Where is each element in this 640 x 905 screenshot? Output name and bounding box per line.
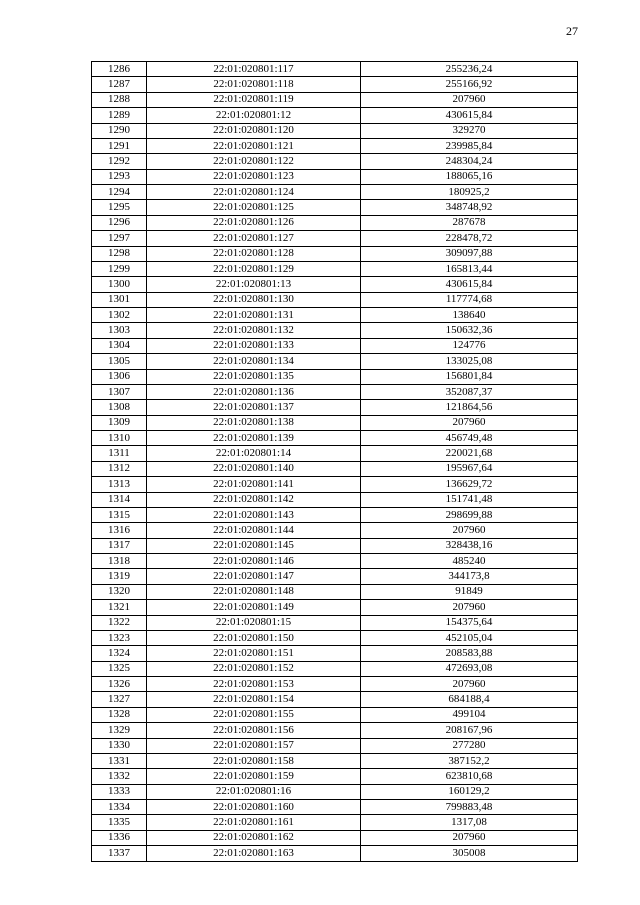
table-row: [92, 261, 578, 276]
table-row: [92, 846, 578, 861]
cadastral-number-cell: 22:01:020801:120: [147, 123, 361, 138]
value-cell: 220021,68: [361, 446, 578, 461]
cadastral-number-cell: 22:01:020801:121: [147, 138, 361, 153]
table-row: [92, 215, 578, 230]
row-number-cell: 1317: [92, 538, 147, 553]
cadastral-number-cell: 22:01:020801:152: [147, 661, 361, 676]
row-number-cell: 1303: [92, 323, 147, 338]
row-number-cell: 1325: [92, 661, 147, 676]
value-cell: 430615,84: [361, 277, 578, 292]
value-cell: 151741,48: [361, 492, 578, 507]
table-row: [92, 830, 578, 845]
table-row: [92, 753, 578, 768]
value-cell: 124776: [361, 338, 578, 353]
cadastral-number-cell: 22:01:020801:132: [147, 323, 361, 338]
value-cell: 207960: [361, 677, 578, 692]
row-number-cell: 1289: [92, 108, 147, 123]
cadastral-number-cell: 22:01:020801:159: [147, 769, 361, 784]
value-cell: 207960: [361, 830, 578, 845]
row-number-cell: 1334: [92, 800, 147, 815]
row-number-cell: 1297: [92, 231, 147, 246]
value-cell: 623810,68: [361, 769, 578, 784]
row-number-cell: 1324: [92, 646, 147, 661]
value-cell: 121864,56: [361, 400, 578, 415]
row-number-cell: 1323: [92, 630, 147, 645]
table-row: [92, 308, 578, 323]
cadastral-number-cell: 22:01:020801:141: [147, 477, 361, 492]
row-number-cell: 1308: [92, 400, 147, 415]
table-row: [92, 123, 578, 138]
row-number-cell: 1307: [92, 384, 147, 399]
cadastral-number-cell: 22:01:020801:136: [147, 384, 361, 399]
value-cell: 208167,96: [361, 723, 578, 738]
table-row: [92, 615, 578, 630]
table-row: [92, 538, 578, 553]
value-cell: 499104: [361, 707, 578, 722]
row-number-cell: 1314: [92, 492, 147, 507]
value-cell: 91849: [361, 584, 578, 599]
row-number-cell: 1327: [92, 692, 147, 707]
cadastral-number-cell: 22:01:020801:15: [147, 615, 361, 630]
value-cell: 207960: [361, 523, 578, 538]
row-number-cell: 1332: [92, 769, 147, 784]
row-number-cell: 1292: [92, 154, 147, 169]
cadastral-number-cell: 22:01:020801:127: [147, 231, 361, 246]
row-number-cell: 1337: [92, 846, 147, 861]
table-row: [92, 431, 578, 446]
cadastral-number-cell: 22:01:020801:161: [147, 815, 361, 830]
table-row: [92, 185, 578, 200]
table-row: [92, 369, 578, 384]
table-row: [92, 554, 578, 569]
table-row: [92, 523, 578, 538]
row-number-cell: 1300: [92, 277, 147, 292]
table-row: [92, 384, 578, 399]
cadastral-number-cell: 22:01:020801:16: [147, 784, 361, 799]
table-row: [92, 784, 578, 799]
cadastral-number-cell: 22:01:020801:146: [147, 554, 361, 569]
cadastral-number-cell: 22:01:020801:140: [147, 461, 361, 476]
value-cell: 228478,72: [361, 231, 578, 246]
row-number-cell: 1335: [92, 815, 147, 830]
table-row: [92, 354, 578, 369]
table-row: [92, 707, 578, 722]
table-row: [92, 692, 578, 707]
cadastral-number-cell: 22:01:020801:122: [147, 154, 361, 169]
row-number-cell: 1331: [92, 753, 147, 768]
cadastral-number-cell: 22:01:020801:147: [147, 569, 361, 584]
row-number-cell: 1298: [92, 246, 147, 261]
row-number-cell: 1336: [92, 830, 147, 845]
row-number-cell: 1316: [92, 523, 147, 538]
row-number-cell: 1321: [92, 600, 147, 615]
value-cell: 180925,2: [361, 185, 578, 200]
row-number-cell: 1313: [92, 477, 147, 492]
value-cell: 456749,48: [361, 431, 578, 446]
cadastral-number-cell: 22:01:020801:130: [147, 292, 361, 307]
row-number-cell: 1315: [92, 507, 147, 522]
cadastral-number-cell: 22:01:020801:153: [147, 677, 361, 692]
table-row: [92, 815, 578, 830]
row-number-cell: 1294: [92, 185, 147, 200]
value-cell: 239985,84: [361, 138, 578, 153]
value-cell: 255236,24: [361, 62, 578, 77]
value-cell: 298699,88: [361, 507, 578, 522]
value-cell: 309097,88: [361, 246, 578, 261]
cadastral-number-cell: 22:01:020801:128: [147, 246, 361, 261]
value-cell: 156801,84: [361, 369, 578, 384]
table-row: [92, 138, 578, 153]
cadastral-number-cell: 22:01:020801:123: [147, 169, 361, 184]
row-number-cell: 1310: [92, 431, 147, 446]
cadastral-number-cell: 22:01:020801:133: [147, 338, 361, 353]
table-row: [92, 169, 578, 184]
cadastral-number-cell: 22:01:020801:158: [147, 753, 361, 768]
table-row: [92, 600, 578, 615]
cadastral-number-cell: 22:01:020801:149: [147, 600, 361, 615]
row-number-cell: 1322: [92, 615, 147, 630]
table-row: [92, 677, 578, 692]
cadastral-number-cell: 22:01:020801:124: [147, 185, 361, 200]
table-row: [92, 461, 578, 476]
table-row: [92, 769, 578, 784]
cadastral-number-cell: 22:01:020801:126: [147, 215, 361, 230]
table-row: [92, 569, 578, 584]
row-number-cell: 1309: [92, 415, 147, 430]
value-cell: 352087,37: [361, 384, 578, 399]
value-cell: 485240: [361, 554, 578, 569]
table-row: [92, 338, 578, 353]
cadastral-number-cell: 22:01:020801:134: [147, 354, 361, 369]
value-cell: 684188,4: [361, 692, 578, 707]
cadastral-number-cell: 22:01:020801:135: [147, 369, 361, 384]
cadastral-number-cell: 22:01:020801:151: [147, 646, 361, 661]
table-row: [92, 646, 578, 661]
cadastral-number-cell: 22:01:020801:119: [147, 92, 361, 107]
table-row: [92, 446, 578, 461]
table-row: [92, 584, 578, 599]
table-row: [92, 507, 578, 522]
value-cell: 348748,92: [361, 200, 578, 215]
value-cell: 452105,04: [361, 630, 578, 645]
row-number-cell: 1305: [92, 354, 147, 369]
table-row: [92, 738, 578, 753]
value-cell: 329270: [361, 123, 578, 138]
table-row: [92, 154, 578, 169]
cadastral-number-cell: 22:01:020801:129: [147, 261, 361, 276]
row-number-cell: 1333: [92, 784, 147, 799]
row-number-cell: 1326: [92, 677, 147, 692]
row-number-cell: 1299: [92, 261, 147, 276]
value-cell: 472693,08: [361, 661, 578, 676]
value-cell: 117774,68: [361, 292, 578, 307]
cadastral-value-table: [91, 61, 578, 862]
row-number-cell: 1296: [92, 215, 147, 230]
value-cell: 188065,16: [361, 169, 578, 184]
table-row: [92, 415, 578, 430]
cadastral-number-cell: 22:01:020801:12: [147, 108, 361, 123]
cadastral-number-cell: 22:01:020801:162: [147, 830, 361, 845]
row-number-cell: 1295: [92, 200, 147, 215]
row-number-cell: 1306: [92, 369, 147, 384]
table-row: [92, 200, 578, 215]
table-row: [92, 800, 578, 815]
cadastral-number-cell: 22:01:020801:156: [147, 723, 361, 738]
cadastral-number-cell: 22:01:020801:157: [147, 738, 361, 753]
cadastral-number-cell: 22:01:020801:145: [147, 538, 361, 553]
cadastral-number-cell: 22:01:020801:163: [147, 846, 361, 861]
row-number-cell: 1312: [92, 461, 147, 476]
cadastral-number-cell: 22:01:020801:142: [147, 492, 361, 507]
row-number-cell: 1286: [92, 62, 147, 77]
value-cell: 154375,64: [361, 615, 578, 630]
cadastral-number-cell: 22:01:020801:137: [147, 400, 361, 415]
value-cell: 1317,08: [361, 815, 578, 830]
row-number-cell: 1320: [92, 584, 147, 599]
row-number-cell: 1293: [92, 169, 147, 184]
value-cell: 207960: [361, 415, 578, 430]
value-cell: 387152,2: [361, 753, 578, 768]
cadastral-number-cell: 22:01:020801:150: [147, 630, 361, 645]
cadastral-number-cell: 22:01:020801:138: [147, 415, 361, 430]
row-number-cell: 1311: [92, 446, 147, 461]
value-cell: 207960: [361, 600, 578, 615]
table-row: [92, 62, 578, 77]
cadastral-number-cell: 22:01:020801:160: [147, 800, 361, 815]
table-row: [92, 231, 578, 246]
table-row: [92, 323, 578, 338]
value-cell: 208583,88: [361, 646, 578, 661]
value-cell: 207960: [361, 92, 578, 107]
table-row: [92, 277, 578, 292]
value-cell: 344173,8: [361, 569, 578, 584]
value-cell: 799883,48: [361, 800, 578, 815]
value-cell: 136629,72: [361, 477, 578, 492]
value-cell: 328438,16: [361, 538, 578, 553]
row-number-cell: 1318: [92, 554, 147, 569]
value-cell: 248304,24: [361, 154, 578, 169]
cadastral-number-cell: 22:01:020801:131: [147, 308, 361, 323]
table-row: [92, 92, 578, 107]
cadastral-number-cell: 22:01:020801:144: [147, 523, 361, 538]
cadastral-number-cell: 22:01:020801:148: [147, 584, 361, 599]
table-row: [92, 630, 578, 645]
value-cell: 138640: [361, 308, 578, 323]
table-row: [92, 400, 578, 415]
value-cell: 305008: [361, 846, 578, 861]
cadastral-number-cell: 22:01:020801:143: [147, 507, 361, 522]
cadastral-number-cell: 22:01:020801:125: [147, 200, 361, 215]
value-cell: 287678: [361, 215, 578, 230]
value-cell: 255166,92: [361, 77, 578, 92]
cadastral-number-cell: 22:01:020801:154: [147, 692, 361, 707]
value-cell: 165813,44: [361, 261, 578, 276]
row-number-cell: 1304: [92, 338, 147, 353]
row-number-cell: 1328: [92, 707, 147, 722]
table-row: [92, 108, 578, 123]
table-row: [92, 292, 578, 307]
row-number-cell: 1288: [92, 92, 147, 107]
value-cell: 150632,36: [361, 323, 578, 338]
table-body: [92, 62, 578, 862]
value-cell: 430615,84: [361, 108, 578, 123]
row-number-cell: 1329: [92, 723, 147, 738]
row-number-cell: 1301: [92, 292, 147, 307]
row-number-cell: 1291: [92, 138, 147, 153]
page-number: 27: [566, 24, 578, 38]
cadastral-number-cell: 22:01:020801:118: [147, 77, 361, 92]
cadastral-number-cell: 22:01:020801:139: [147, 431, 361, 446]
row-number-cell: 1302: [92, 308, 147, 323]
value-cell: 133025,08: [361, 354, 578, 369]
table-row: [92, 492, 578, 507]
row-number-cell: 1330: [92, 738, 147, 753]
cadastral-number-cell: 22:01:020801:14: [147, 446, 361, 461]
row-number-cell: 1319: [92, 569, 147, 584]
value-cell: 160129,2: [361, 784, 578, 799]
table-row: [92, 477, 578, 492]
table-row: [92, 723, 578, 738]
row-number-cell: 1287: [92, 77, 147, 92]
cadastral-number-cell: 22:01:020801:155: [147, 707, 361, 722]
cadastral-number-cell: 22:01:020801:117: [147, 62, 361, 77]
table-row: [92, 77, 578, 92]
table-row: [92, 661, 578, 676]
value-cell: 195967,64: [361, 461, 578, 476]
cadastral-number-cell: 22:01:020801:13: [147, 277, 361, 292]
value-cell: 277280: [361, 738, 578, 753]
table-row: [92, 246, 578, 261]
row-number-cell: 1290: [92, 123, 147, 138]
